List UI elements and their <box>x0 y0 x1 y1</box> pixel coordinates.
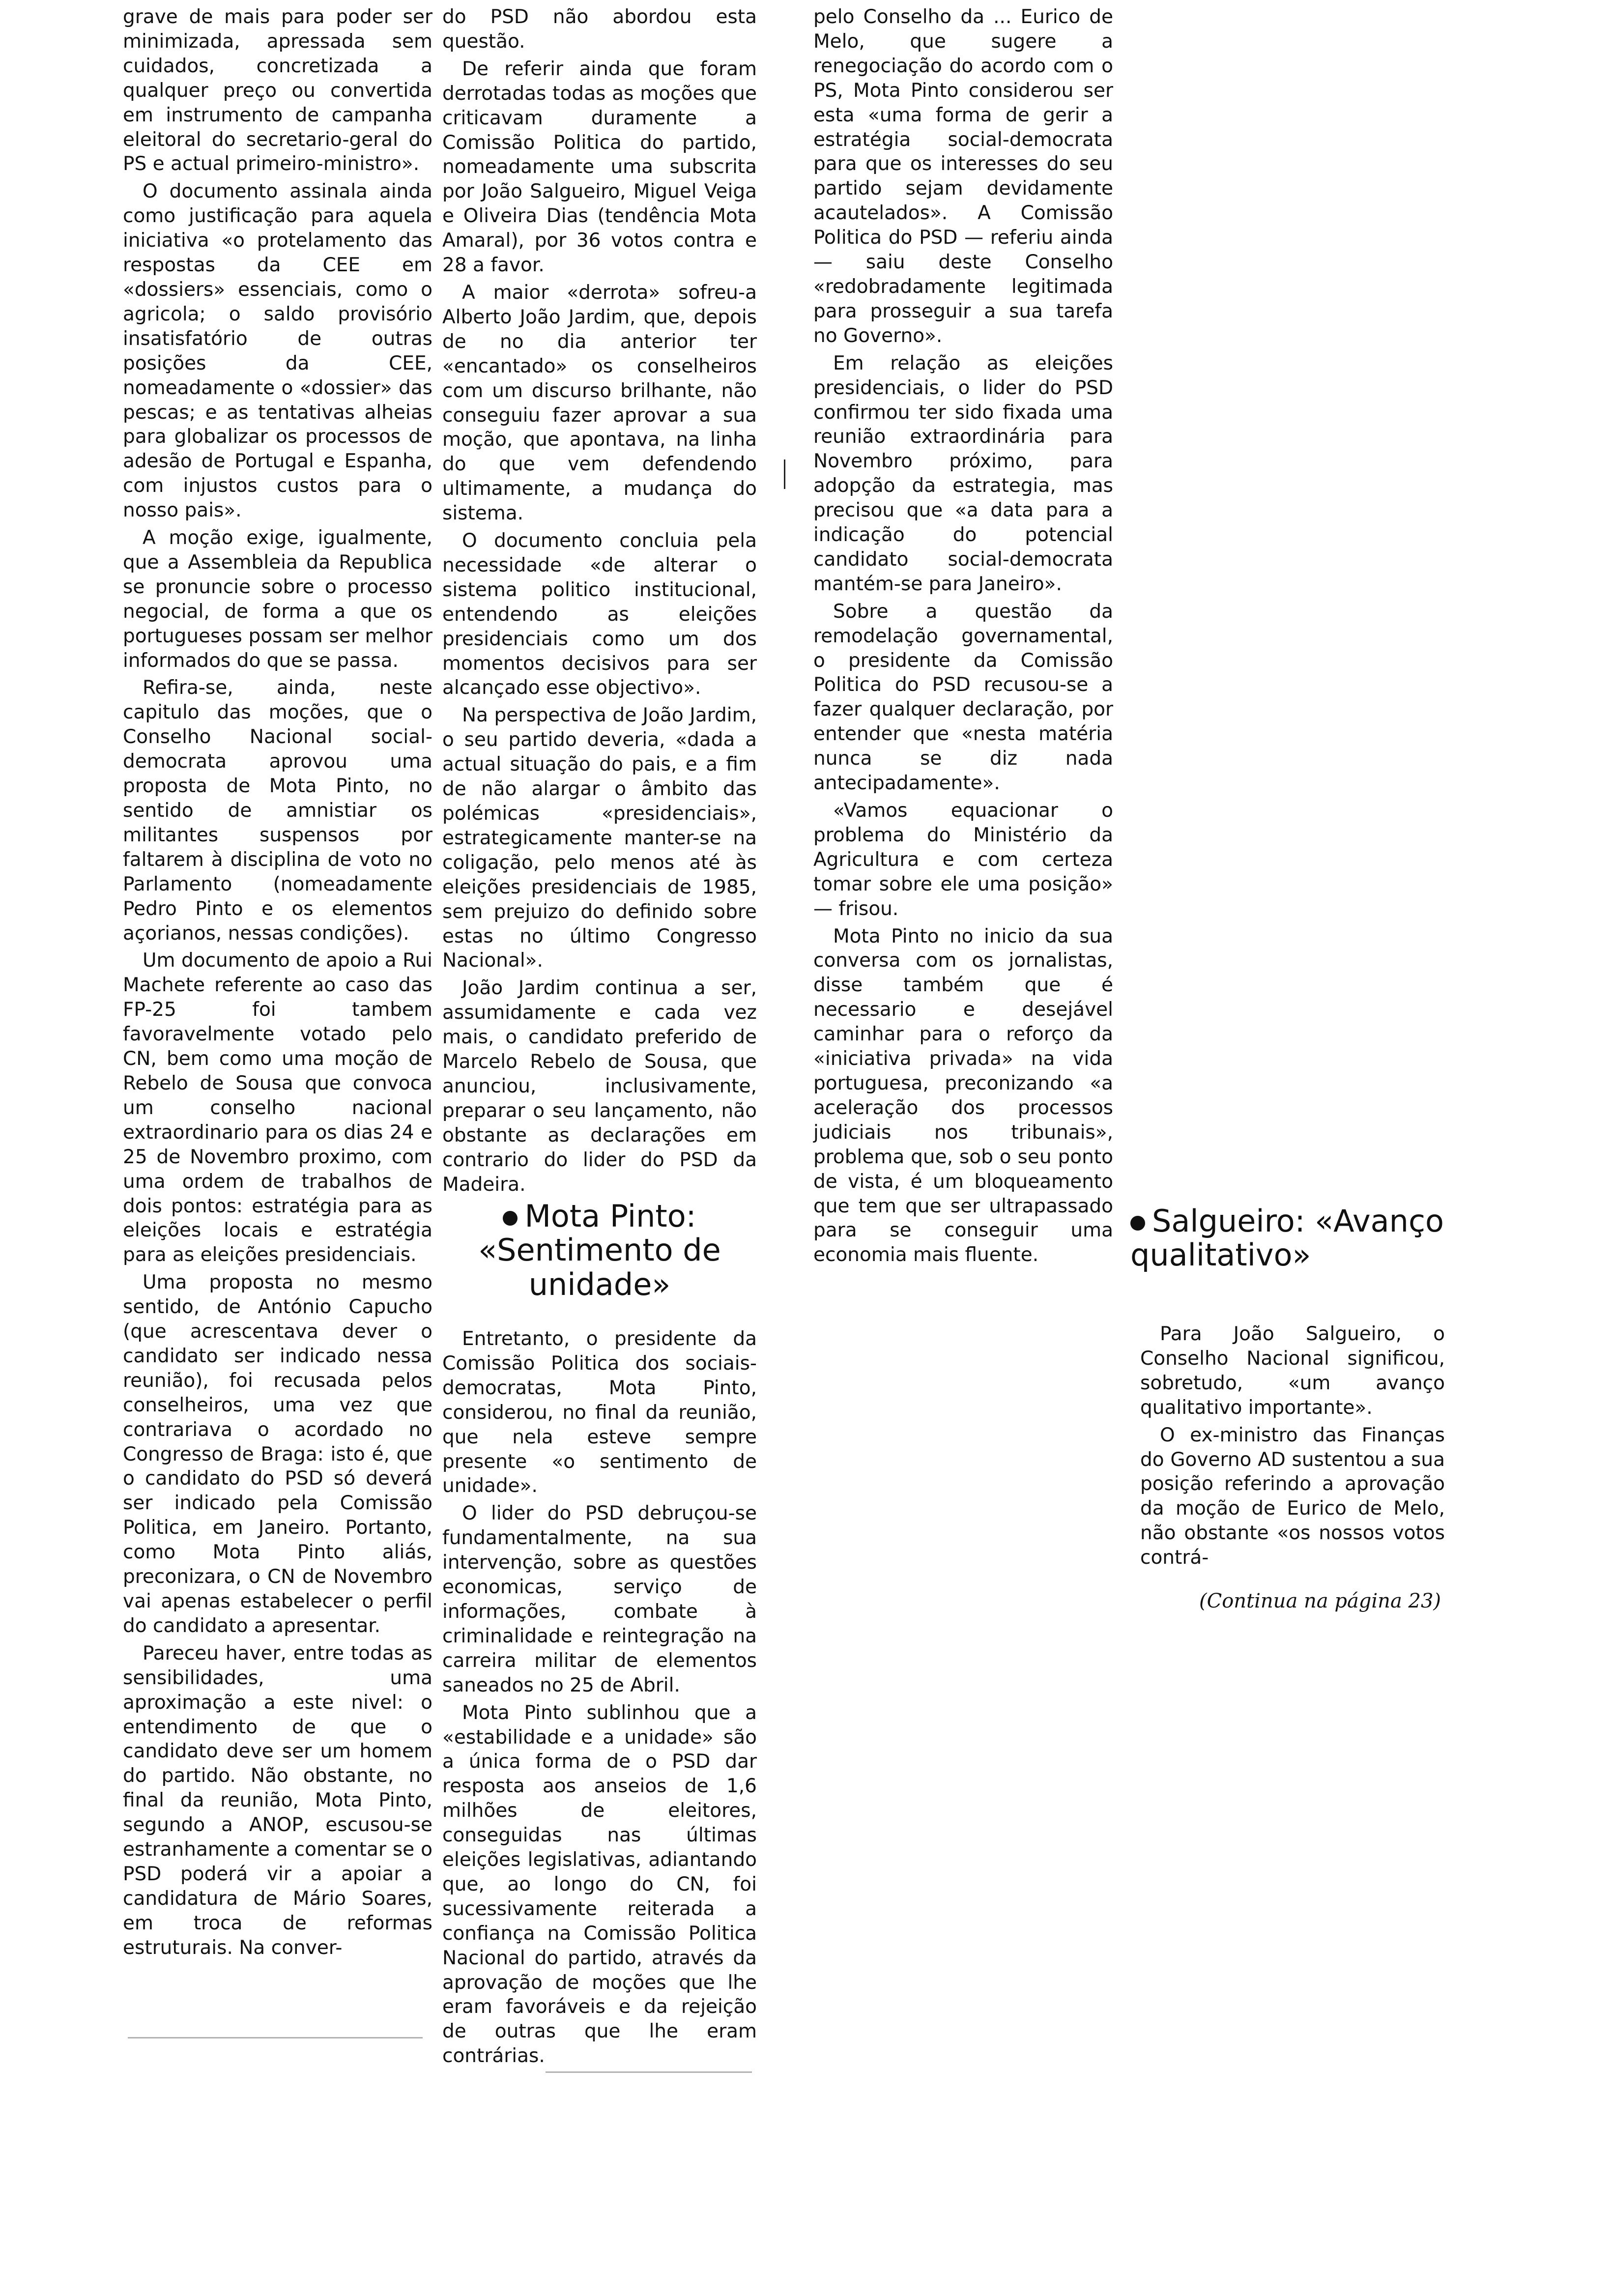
crop-mark <box>784 459 785 489</box>
paragraph: Entretanto, o presidente da Comissão Politica dos sociais-democratas, Mota Pinto, considerou, no final da reunião, que nela esteve sempre presente «o sentimento de unidade». <box>442 1328 757 1497</box>
heading-text: Salgueiro: «Avanço qualitativo» <box>1130 1203 1444 1273</box>
paragraph: Pareceu haver, entre todas as sensibilidades, uma aproximação a este nivel: o entendimento de que o candidato deve ser um homem do partido. Não obstante, no final da reunião, Mota Pinto, segundo a ANOP, escusou-se estranhamente a comentar se o PSD poderá vir a apoiar a candidatura de Mário Soares, em troca de reformas estruturais. Na conver- <box>123 1642 432 1959</box>
paragraph: Em relação as eleições presidenciais, o lider do PSD confirmou ter sido fixada uma reunião extraordinária para Novembro próximo, para adopção da estrategia, mas precisou que «a data para a indicação do potencial candidato social-democrata mantém-se para Janeiro». <box>813 352 1113 595</box>
smudge <box>128 2037 423 2038</box>
section-heading <box>452 1199 747 1301</box>
paragraph: Na perspectiva de João Jardim, o seu partido deveria, «dada a actual situação do pais, e a fim de não alargar o âmbito das polémicas «presidenciais», estrategicamente manter-se na coligação, pelo menos até às eleições presidenciais de 1985, sem prejuizo do definido sobre estas no último Congresso Nacional». <box>442 704 757 972</box>
paragraph: Sobre a questão da remodelação governamental, o presidente da Comissão Politica do PSD recusou-se a fazer qualquer declaração, por entender que «nesta matéria nunca se diz nada antecipadamente». <box>813 600 1113 795</box>
article-column-1 <box>123 5 432 1960</box>
paragraph: pelo Conselho da ... Eurico de Melo, que sugere a renegociação do acordo com o PS, Mota Pinto considerou ser esta «uma forma de gerir a estratégia social-democrata para que os interesses do seu partido sejam devidamente acautelados». A Comissão Politica do PSD — referiu ainda — saiu deste Conselho «redobradamente legitimada para prosseguir a sua tarefa no Governo». <box>813 6 1113 347</box>
continued-note: (Continua na página 23) <box>1199 1590 1441 1612</box>
section-heading <box>1130 1204 1445 1272</box>
article-column-2b <box>442 1327 757 2068</box>
paragraph: O lider do PSD debruçou-se fundamentalmente, na sua intervenção, sobre as questões economicas, serviço de informações, combate à criminalidade e reintegração na carreira militar de elementos saneados no 25 de Abril. <box>442 1502 757 1696</box>
smudge <box>546 2071 752 2073</box>
paragraph: A maior «derrota» sofreu-a Alberto João Jardim, que, depois de no dia anterior ter «encantado» os conselheiros com um discurso brilhante, não conseguiu fazer aprovar a sua moção, que apontava, na linha do que vem defendendo ultimamente, a mudança do sistema. <box>442 281 757 525</box>
article-column-3 <box>813 5 1113 1267</box>
paragraph: «Vamos equacionar o problema do Ministério da Agricultura e com certeza tomar sobre ele uma posição» — frisou. <box>813 800 1113 920</box>
paragraph: grave de mais para poder ser minimizada, apressada sem cuidados, concretizada a qualquer preço ou convertida em instrumento de campanha eleitoral do secretario-geral do PS e actual primeiro-ministro». <box>123 6 432 175</box>
paragraph: Mota Pinto no inicio da sua conversa com os jornalistas, disse também que é necessario e desejável caminhar para o reforço da «iniciativa privada» na vida portuguesa, preconizando «a aceleração dos processos judiciais nos tribunais», problema que, sob o seu ponto de vista, é um bloqueamento que tem que ser ultrapassado para se conseguir uma economia mais fluente. <box>813 925 1113 1266</box>
paragraph: Refira-se, ainda, neste capitulo das moções, que o Conselho Nacional social-democrata aprovou uma proposta de Mota Pinto, no sentido de amnistiar os militantes suspensos por faltarem à disciplina de voto no Parlamento (nomeadamente Pedro Pinto e os elementos açorianos, nessas condições). <box>123 677 432 945</box>
article-column-2 <box>442 5 757 1197</box>
paragraph: João Jardim continua a ser, assumidamente e cada vez mais, o candidato preferido de Marcelo Rebelo de Sousa, que anunciou, inclusivamente, preparar o seu lançamento, não obstante as declarações em contrario do lider do PSD da Madeira. <box>442 977 757 1196</box>
paragraph: Uma proposta no mesmo sentido, de António Capucho (que acrescentava dever o candidato ser indicado nessa reunião), foi recusada pelos conselheiros, uma vez que contrariava o acordado no Congresso de Braga: isto é, que o candidato do PSD só deverá ser indicado pela Comissão Politica, em Janeiro. Portanto, como Mota Pinto aliás, preconizara, o CN de Novembro vai apenas estabelecer o perfil do candidato a apresentar. <box>123 1271 432 1637</box>
paragraph: O documento concluia pela necessidade «de alterar o sistema politico institucional, entendendo as eleições presidenciais como um dos momentos decisivos para ser alcançado esse objectivo». <box>442 530 757 699</box>
heading-text: Mota Pinto: «Sentimento de unidade» <box>478 1198 721 1302</box>
paragraph: A moção exige, igualmente, que a Assembleia da Republica se pronuncie sobre o processo negocial, de forma a que os portugueses possam ser melhor informados do que se passa. <box>123 527 432 672</box>
paragraph: O ex-ministro das Finanças do Governo AD sustentou a sua posição referindo a aprovação da moção de Eurico de Melo, não obstante «os nossos votos contrá- <box>1140 1424 1445 1569</box>
bullet-icon <box>503 1211 518 1226</box>
bullet-icon <box>1130 1216 1145 1231</box>
article-column-4 <box>1140 1322 1445 1570</box>
paragraph: do PSD não abordou esta questão. <box>442 6 757 53</box>
paragraph: O documento assinala ainda como justificação para aquela iniciativa «o protelamento das respostas da CEE em «dossiers» essenciais, como o agricola; o saldo provisório insatisfatório de outras posições da CEE, nomeadamente o «dossier» das pescas; e as tentativas alheias para globalizar os processos de adesão de Portugal e Espanha, com injustos custos para o nosso pais». <box>123 180 432 522</box>
paragraph: Mota Pinto sublinhou que a «estabilidade e a unidade» são a única forma de o PSD dar resposta aos anseios de 1,6 milhões de eleitores, conseguidas nas últimas eleições legislativas, adiantando que, ao longo do CN, foi sucessivamente reiterada a confiança na Comissão Politica Nacional do partido, através da aprovação de moções que lhe eram favoráveis e da rejeição de outras que lhe eram contrárias. <box>442 1701 757 2067</box>
paragraph: De referir ainda que foram derrotadas todas as moções que criticavam duramente a Comissão Politica do partido, nomeadamente uma subscrita por João Salgueiro, Miguel Veiga e Oliveira Dias (tendência Mota Amaral), por 36 votos contra e 28 a favor. <box>442 57 757 277</box>
paragraph: Para João Salgueiro, o Conselho Nacional significou, sobretudo, «um avanço qualitativo importante». <box>1140 1323 1445 1419</box>
paragraph: Um documento de apoio a Rui Machete referente ao caso das FP-25 foi tambem favoravelmente votado pelo CN, bem como uma moção de Rebelo de Sousa que convoca um conselho nacional extraordinario para os dias 24 e 25 de Novembro proximo, com uma ordem de trabalhos de dois pontos: estratégia para as eleições locais e estratégia para as eleições presidenciais. <box>123 949 432 1266</box>
